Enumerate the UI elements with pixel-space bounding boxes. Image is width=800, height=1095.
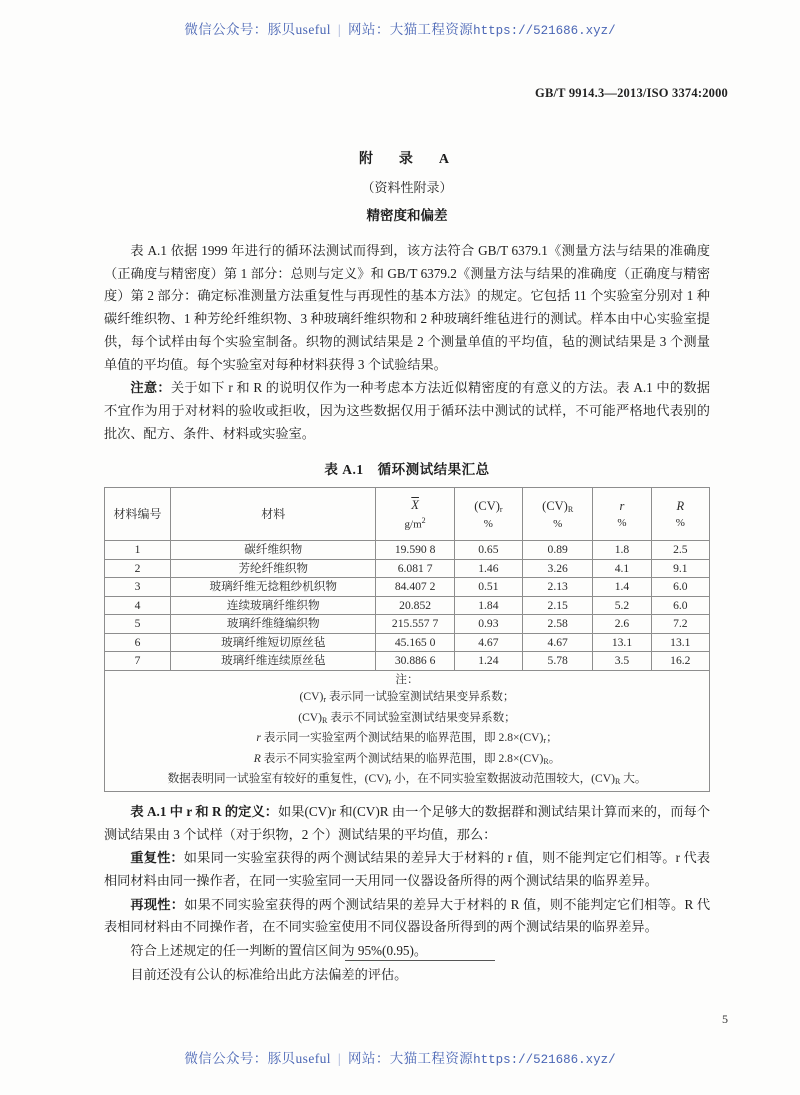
paragraph-3-lead: 表 A.1 中 r 和 R 的定义： <box>130 803 278 819</box>
watermark-url: https://521686.xyz/ <box>473 1053 616 1067</box>
cell-cv-r: 1.24 <box>454 652 522 671</box>
cell-cv-r: 4.67 <box>454 633 522 652</box>
cell-r: 4.1 <box>593 559 651 578</box>
cell-cv-r: 0.93 <box>454 615 522 634</box>
cell-cv-R: 3.26 <box>523 559 593 578</box>
cell-no: 1 <box>105 541 171 560</box>
header-cv-r-symbol: $(CV)_r$ <box>474 498 503 514</box>
table-row <box>105 596 710 615</box>
header-R <box>651 488 709 541</box>
watermark-top <box>0 18 800 38</box>
cell-mean: 30.886 6 <box>376 652 454 671</box>
paragraph-4-body: 如果同一实验室获得的两个测试结果的差异大于材料的 r 值，则不能判定它们相等。r 代表相同材料由同一操作者，在同一实验室同一天用同一仪器设备所得的两个测试结果的临界差异。 <box>104 850 711 888</box>
table-notes <box>105 670 710 791</box>
header-cv-r <box>454 488 522 541</box>
paragraph-2 <box>104 377 710 445</box>
cyclic-test-results-table <box>104 487 710 792</box>
cell-r: 1.8 <box>593 541 651 560</box>
cell-r: 1.4 <box>593 578 651 597</box>
note-item: r 表示同一实验室两个测试结果的临界范围，即 $2.8\times(CV)_r$； <box>256 731 558 746</box>
header-material: 材料 <box>171 488 376 541</box>
annex-heading: 精密度和偏差 <box>366 208 448 223</box>
notes-title: 注： <box>395 672 419 686</box>
cell-material: 碳纤维织物 <box>171 541 376 560</box>
cell-cv-R: 5.78 <box>523 652 593 671</box>
note-item: 数据表明同一试验室有较好的重复性，$(CV)_r$ 小，在不同实验室数据波动范围较大，$(CV)_R$ 大。 <box>167 772 647 787</box>
cell-r: 5.2 <box>593 596 651 615</box>
paragraph-1: 表 A.1 依据 1999 年进行的循环法测试而得到，该方法符合 GB/T 6379.1《测量方法与结果的准确度（正确度与精密度）第 1 部分：总则与定义》和 GB/T 6379.2《测量方法与结果的准确度（正确度与精密度）第 2 部分：确定标准测量方法重复性与再现性的基本方法》的规定。它包括 11 个实验室分别对 1 种碳纤维织物、1 种芳纶纤维织物、3 种玻璃纤维织物和 2 种玻璃纤维毡进行的测试。样本由中心实验室提供，每个试样由每个实验室制备。织物的测试结果是 2 个测量单值的平均值，毡的测试结果是 3 个测量单值的平均值。每个实验室对每种材料获得 3 个试验结果。 <box>104 243 710 372</box>
cell-no: 6 <box>105 633 171 652</box>
header-material-no: 材料编号 <box>105 488 171 541</box>
watermark-separator: | <box>337 1051 342 1066</box>
cell-R: 7.2 <box>651 615 709 634</box>
paragraph-3 <box>104 801 710 846</box>
cell-cv-r: 0.65 <box>454 541 522 560</box>
table-notes-row <box>105 670 710 791</box>
table-row <box>105 541 710 560</box>
paragraph-5-body: 如果不同实验室获得的两个测试结果的差异大于材料的 R 值，则不能判定它们相等。R 代表相同材料由不同操作者，在不同实验室使用不同仪器设备所得到的两个测试结果的临界差异。 <box>104 896 711 935</box>
paragraph-5-lead: 再现性： <box>130 896 185 912</box>
header-cv-R-symbol: $(CV)_R$ <box>542 498 574 514</box>
header-cv-R <box>523 488 593 541</box>
cell-mean: 84.407 2 <box>376 578 454 597</box>
cell-R: 16.2 <box>651 652 709 671</box>
header-mean-symbol: $\overline{X}$ <box>411 497 419 512</box>
cell-no: 4 <box>105 596 171 615</box>
cell-material: 玻璃纤维短切原丝毡 <box>171 633 376 652</box>
cell-mean: 6.081 7 <box>376 559 454 578</box>
content-column <box>104 148 710 987</box>
watermark-wechat-label: 微信公众号： <box>184 1051 268 1066</box>
note-item: R 表示不同实验室两个测试结果的临界范围，即 $2.8\times(CV)_R$。 <box>253 751 561 766</box>
cell-mean: 19.590 8 <box>376 541 454 560</box>
cell-material: 芳纶纤维织物 <box>171 559 376 578</box>
cell-no: 3 <box>105 578 171 597</box>
watermark-site-value: 大猫工程资源 <box>389 1051 474 1066</box>
paragraph-2-lead: 注意： <box>130 380 171 396</box>
cell-material: 玻璃纤维缝编织物 <box>171 615 376 634</box>
annex-subtitle: （资料性附录） <box>361 180 453 195</box>
table-body <box>105 541 710 792</box>
paragraph-6: 符合上述规定的任一判断的置信区间为 95%(0.95)。 <box>130 943 428 959</box>
cell-material: 玻璃纤维连续原丝毡 <box>171 652 376 671</box>
table-row <box>105 633 710 652</box>
table-head <box>105 488 710 541</box>
header-cv-R-unit: % <box>553 517 563 530</box>
watermark-site-value: 大猫工程资源 <box>389 22 474 37</box>
watermark-bottom <box>0 1047 800 1067</box>
table-row <box>105 652 710 671</box>
table-caption: 表 A.1 循环测试结果汇总 <box>324 462 490 478</box>
header-R-unit: % <box>675 517 685 530</box>
page-number: 5 <box>722 1012 728 1026</box>
cell-R: 9.1 <box>651 559 709 578</box>
cell-mean: 20.852 <box>376 596 454 615</box>
header-r <box>593 488 651 541</box>
header-cv-r-unit: % <box>483 517 493 530</box>
paragraph-4-lead: 重复性： <box>130 850 184 866</box>
header-r-unit: % <box>617 517 627 530</box>
note-item: $(CV)_R$ 表示不同试验室测试结果变异系数； <box>298 710 516 725</box>
table-row <box>105 578 710 597</box>
cell-R: 13.1 <box>651 633 709 652</box>
cell-cv-r: 1.46 <box>454 559 522 578</box>
watermark-url: https://521686.xyz/ <box>473 24 616 38</box>
note-item: $(CV)_r$ 表示同一试验室测试结果变异系数； <box>299 690 515 705</box>
cell-cv-r: 1.84 <box>454 596 522 615</box>
cell-material: 连续玻璃纤维织物 <box>171 596 376 615</box>
paragraph-5 <box>104 894 710 939</box>
cell-no: 7 <box>105 652 171 671</box>
cell-R: 2.5 <box>651 541 709 560</box>
cell-R: 6.0 <box>651 596 709 615</box>
running-head: GB/T 9914.3—2013/ISO 3374:2000 <box>535 86 728 100</box>
header-mean-unit: $g/m^2$ <box>404 515 426 531</box>
cell-cv-R: 4.67 <box>523 633 593 652</box>
watermark-wechat-value: 豚贝useful <box>267 22 331 37</box>
cell-r: 13.1 <box>593 633 651 652</box>
cell-cv-R: 2.58 <box>523 615 593 634</box>
watermark-separator: | <box>337 22 342 37</box>
table-header-row <box>105 488 710 541</box>
cell-cv-r: 0.51 <box>454 578 522 597</box>
watermark-site-label: 网站： <box>348 22 390 37</box>
header-R-symbol: R <box>676 498 685 513</box>
paragraph-7: 目前还没有公认的标准给出此方法偏差的评估。 <box>130 966 408 982</box>
table-row <box>105 559 710 578</box>
annex-title: 附 录 A <box>358 152 456 167</box>
cell-cv-R: 0.89 <box>523 541 593 560</box>
cell-mean: 215.557 7 <box>376 615 454 634</box>
watermark-wechat-label: 微信公众号： <box>184 22 268 37</box>
watermark-site-label: 网站： <box>348 1051 390 1066</box>
cell-cv-R: 2.15 <box>523 596 593 615</box>
cell-no: 2 <box>105 559 171 578</box>
cell-r: 3.5 <box>593 652 651 671</box>
paragraph-2-body: 关于如下 r 和 R 的说明仅作为一种考虑本方法近似精密度的有意义的方法。表 A.1 中的数据不宜作为用于对材料的验收或拒收，因为这些数据仅用于循环法中测试的试样，不可能严格地代表别的批次、配方、条件、材料或实验室。 <box>104 380 710 441</box>
cell-no: 5 <box>105 615 171 634</box>
end-rule <box>345 960 495 961</box>
header-mean <box>376 488 454 541</box>
cell-mean: 45.165 0 <box>376 633 454 652</box>
cell-r: 2.6 <box>593 615 651 634</box>
header-r-symbol: r <box>619 498 625 513</box>
paragraph-4 <box>104 847 710 892</box>
cell-R: 6.0 <box>651 578 709 597</box>
cell-material: 玻璃纤维无捻粗纱机织物 <box>171 578 376 597</box>
paragraph-3-body: 如果(CV)r 和(CV)R 由一个足够大的数据群和测试结果计算而来的，而每个测试结果由 3 个试样（对于织物，2 个）测试结果的平均值，那么： <box>104 803 711 842</box>
watermark-wechat-value: 豚贝useful <box>267 1051 331 1066</box>
cell-cv-R: 2.13 <box>523 578 593 597</box>
table-row <box>105 615 710 634</box>
